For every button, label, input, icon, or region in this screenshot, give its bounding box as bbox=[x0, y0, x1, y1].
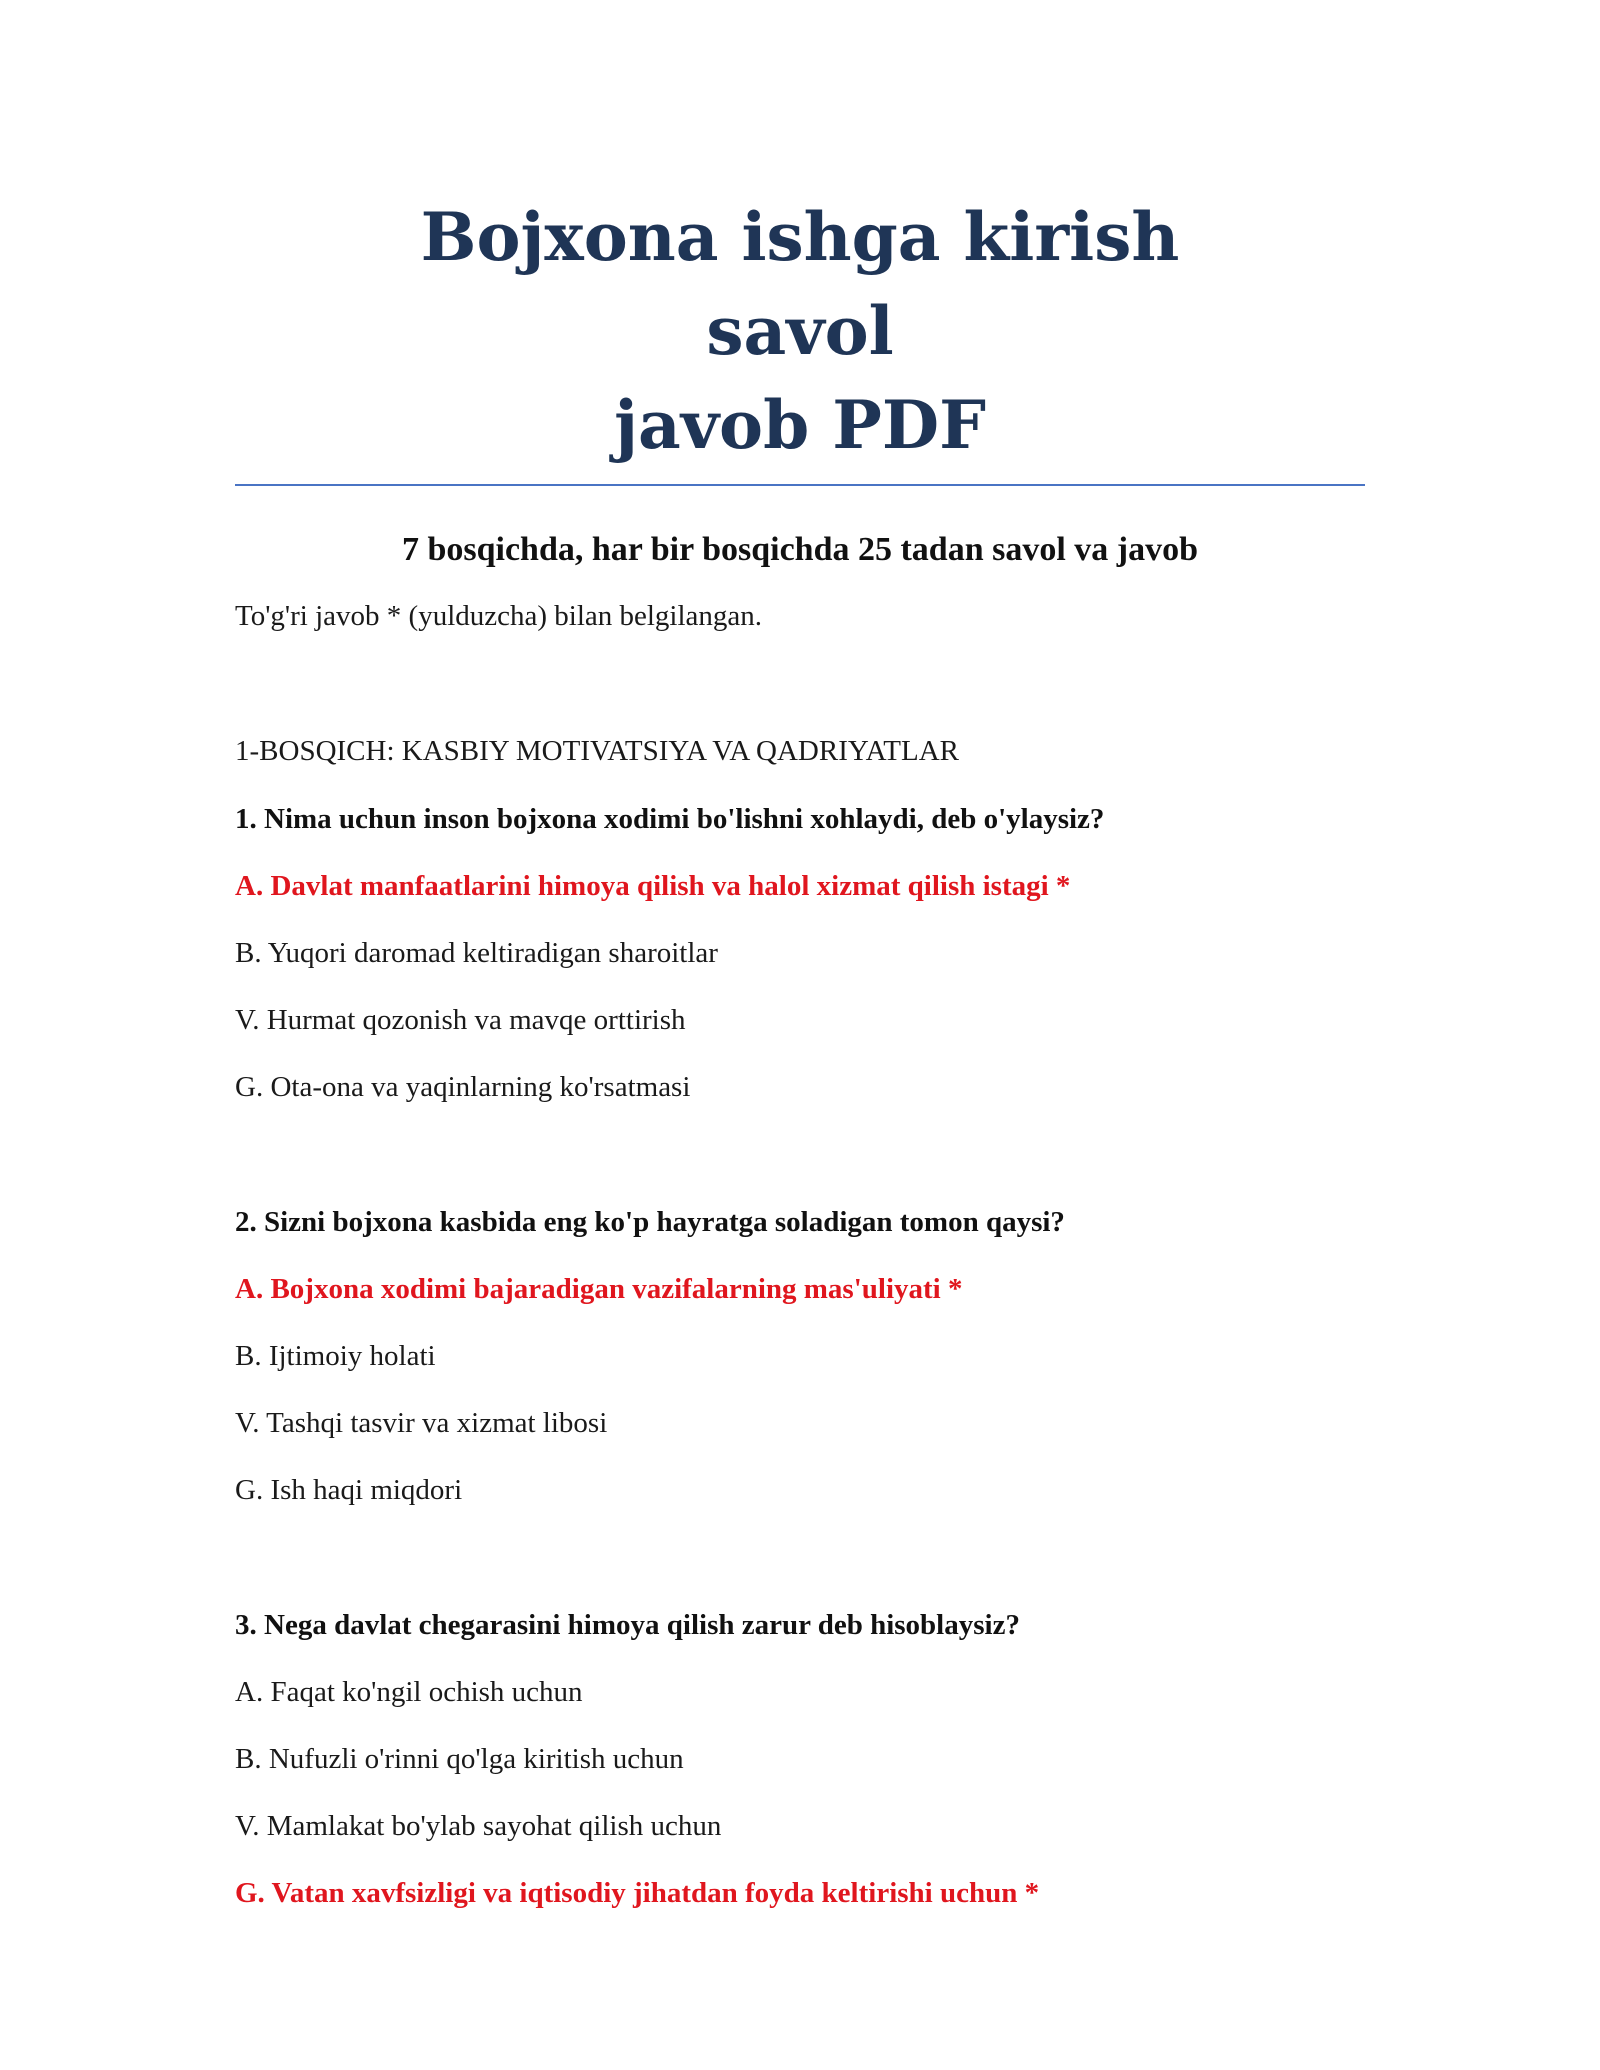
answer-option-correct: G. Vatan xavfsizligi va iqtisodiy jihatdan foyda keltirishi uchun * bbox=[235, 1877, 1040, 1909]
page-title bbox=[320, 190, 1280, 472]
answer-option-correct: A. Bojxona xodimi bajaradigan vazifalarning mas'uliyati * bbox=[235, 1273, 963, 1305]
question-block bbox=[235, 1605, 1365, 1913]
section-heading: 1-BOSQICH: KASBIY MOTIVATSIYA VA QADRIYATLAR bbox=[235, 735, 960, 767]
answer-key-note: To'g'ri javob * (yulduzcha) bilan belgilangan. bbox=[235, 600, 763, 632]
answer-option: V. Hurmat qozonish va mavqe orttirish bbox=[235, 1004, 686, 1036]
answer-option: B. Ijtimoiy holati bbox=[235, 1340, 436, 1372]
answer-option: B. Nufuzli o'rinni qo'lga kiritish uchun bbox=[235, 1743, 684, 1775]
answer-option: G. Ota-ona va yaqinlarning ko'rsatmasi bbox=[235, 1071, 691, 1103]
question-text: 2. Sizni bojxona kasbida eng ko'p hayratga soladigan tomon qaysi? bbox=[235, 1206, 1065, 1238]
answer-option: V. Mamlakat bo'ylab sayohat qilish uchun bbox=[235, 1810, 722, 1842]
answer-option: G. Ish haqi miqdori bbox=[235, 1474, 463, 1506]
subtitle: 7 bosqichda, har bir bosqichda 25 tadan savol va javob bbox=[401, 531, 1199, 568]
answer-option: V. Tashqi tasvir va xizmat libosi bbox=[235, 1407, 608, 1439]
document-page bbox=[235, 190, 1365, 1913]
answer-option: B. Yuqori daromad keltiradigan sharoitlar bbox=[235, 937, 718, 969]
answer-option: A. Faqat ko'ngil ochish uchun bbox=[235, 1676, 583, 1708]
question-block bbox=[235, 1202, 1365, 1510]
answer-option-correct: A. Davlat manfaatlarini himoya qilish va halol xizmat qilish istagi * bbox=[235, 870, 1071, 902]
question-text: 3. Nega davlat chegarasini himoya qilish zarur deb hisoblaysiz? bbox=[235, 1609, 1020, 1641]
title-line-2: javob PDF bbox=[614, 386, 986, 464]
question-block bbox=[235, 799, 1365, 1107]
title-divider bbox=[235, 484, 1365, 486]
title-line-1: Bojxona ishga kirish savol bbox=[420, 198, 1180, 370]
question-text: 1. Nima uchun inson bojxona xodimi bo'lishni xohlaydi, deb o'ylaysiz? bbox=[235, 803, 1105, 835]
